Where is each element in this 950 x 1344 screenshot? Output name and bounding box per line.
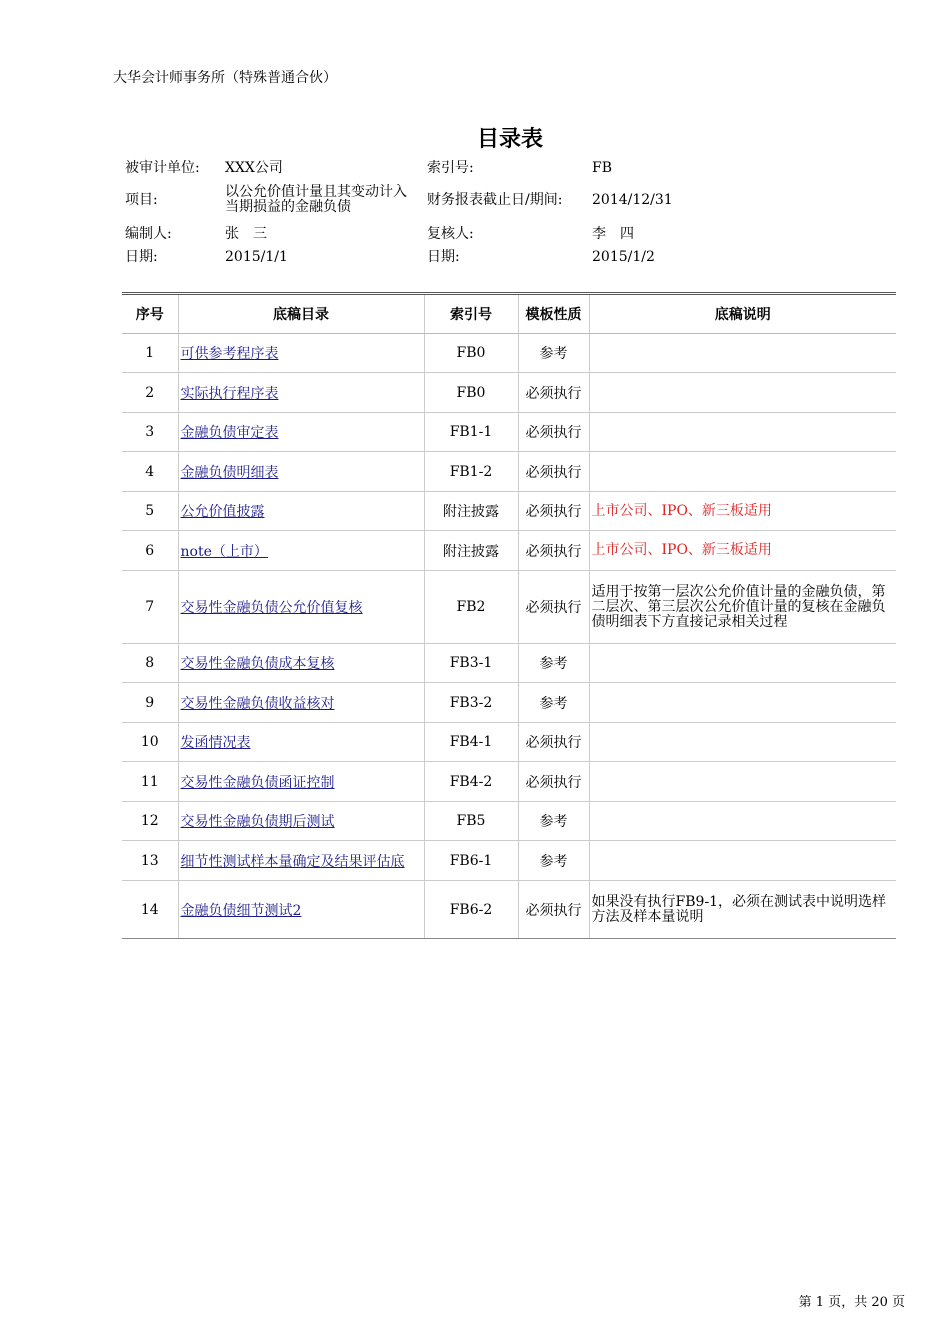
table-row bbox=[122, 334, 896, 373]
header-name: 底稿目录 bbox=[178, 294, 424, 334]
row-index: FB6-1 bbox=[424, 841, 518, 881]
row-name-cell bbox=[178, 723, 424, 762]
table-row bbox=[122, 452, 896, 492]
header-index: 索引号 bbox=[424, 294, 518, 334]
table-row bbox=[122, 881, 896, 939]
row-nature: 参考 bbox=[518, 802, 589, 841]
row-nature: 必须执行 bbox=[518, 452, 589, 492]
row-note bbox=[589, 723, 896, 762]
table-row bbox=[122, 492, 896, 531]
row-name-cell bbox=[178, 571, 424, 644]
firm-name: 大华会计师事务所（特殊普通合伙） bbox=[113, 70, 337, 86]
row-note bbox=[589, 841, 896, 881]
table-row bbox=[122, 644, 896, 683]
workpaper-link[interactable]: 金融负债明细表 bbox=[180, 464, 279, 481]
row-note bbox=[589, 452, 896, 492]
table-row bbox=[122, 802, 896, 841]
table-row bbox=[122, 531, 896, 571]
row-index: 附注披露 bbox=[424, 492, 518, 531]
workpaper-link[interactable]: 实际执行程序表 bbox=[180, 385, 279, 402]
row-number: 5 bbox=[122, 492, 178, 531]
index-label: 索引号: bbox=[427, 160, 474, 176]
row-index: FB1-1 bbox=[424, 413, 518, 452]
workpaper-link[interactable]: note（上市） bbox=[180, 543, 268, 560]
row-number: 14 bbox=[122, 881, 178, 939]
row-number: 2 bbox=[122, 373, 178, 413]
row-number: 1 bbox=[122, 334, 178, 373]
project-value: 以公允价值计量且其变动计入当期损益的金融负债 bbox=[225, 184, 407, 215]
preparer-value: 张 三 bbox=[225, 226, 267, 242]
row-nature: 必须执行 bbox=[518, 492, 589, 531]
table-row bbox=[122, 683, 896, 723]
row-note bbox=[589, 762, 896, 802]
row-number: 8 bbox=[122, 644, 178, 683]
workpaper-link[interactable]: 交易性金融负债期后测试 bbox=[180, 814, 335, 830]
row-name-cell bbox=[178, 452, 424, 492]
header-note: 底稿说明 bbox=[589, 294, 896, 334]
header-nature: 模板性质 bbox=[518, 294, 589, 334]
row-index: FB1-2 bbox=[424, 452, 518, 492]
table-body bbox=[122, 334, 896, 939]
workpaper-link[interactable]: 交易性金融负债函证控制 bbox=[180, 774, 335, 791]
row-nature: 参考 bbox=[518, 841, 589, 881]
row-number: 3 bbox=[122, 413, 178, 452]
row-nature: 必须执行 bbox=[518, 762, 589, 802]
row-nature: 参考 bbox=[518, 683, 589, 723]
row-index: FB0 bbox=[424, 373, 518, 413]
row-note: 上市公司、IPO、新三板适用 bbox=[589, 492, 896, 531]
row-note: 适用于按第一层次公允价值计量的金融负债，第二层次、第三层次公允价值计量的复核在金融负债明细表下方直接记录相关过程 bbox=[589, 571, 896, 644]
table-row bbox=[122, 413, 896, 452]
date1-label: 日期: bbox=[125, 249, 158, 265]
row-nature: 参考 bbox=[518, 334, 589, 373]
table-header-row bbox=[122, 294, 896, 334]
row-note bbox=[589, 644, 896, 683]
table-row bbox=[122, 373, 896, 413]
table-row bbox=[122, 723, 896, 762]
page-number: 第 1 页，共 20 页 bbox=[798, 1295, 905, 1310]
row-index: FB5 bbox=[424, 802, 518, 841]
row-number: 9 bbox=[122, 683, 178, 723]
index-value: FB bbox=[592, 160, 613, 176]
row-name-cell bbox=[178, 762, 424, 802]
row-name-cell bbox=[178, 881, 424, 939]
row-number: 11 bbox=[122, 762, 178, 802]
reviewer-label: 复核人: bbox=[427, 226, 474, 242]
table-row bbox=[122, 571, 896, 644]
table-row bbox=[122, 762, 896, 802]
page-title: 目录表 bbox=[476, 127, 543, 152]
row-index: FB3-2 bbox=[424, 683, 518, 723]
row-nature: 必须执行 bbox=[518, 413, 589, 452]
workpaper-link[interactable]: 金融负债审定表 bbox=[180, 425, 279, 441]
row-note bbox=[589, 683, 896, 723]
row-nature: 必须执行 bbox=[518, 723, 589, 762]
row-nature: 必须执行 bbox=[518, 531, 589, 571]
row-nature: 必须执行 bbox=[518, 571, 589, 644]
row-name-cell bbox=[178, 644, 424, 683]
row-name-cell bbox=[178, 413, 424, 452]
row-number: 10 bbox=[122, 723, 178, 762]
workpaper-link[interactable]: 交易性金融负债成本复核 bbox=[180, 656, 335, 672]
row-nature: 参考 bbox=[518, 644, 589, 683]
header-no: 序号 bbox=[122, 294, 178, 334]
project-label: 项目: bbox=[125, 192, 158, 208]
row-number: 7 bbox=[122, 571, 178, 644]
row-index: FB2 bbox=[424, 571, 518, 644]
row-number: 4 bbox=[122, 452, 178, 492]
row-name-cell bbox=[178, 492, 424, 531]
row-number: 13 bbox=[122, 841, 178, 881]
row-index: FB4-2 bbox=[424, 762, 518, 802]
row-name-cell bbox=[178, 802, 424, 841]
row-note bbox=[589, 334, 896, 373]
auditee-value: XXX公司 bbox=[225, 160, 283, 176]
row-number: 12 bbox=[122, 802, 178, 841]
auditee-label: 被审计单位: bbox=[125, 160, 200, 176]
row-index: 附注披露 bbox=[424, 531, 518, 571]
row-index: FB0 bbox=[424, 334, 518, 373]
workpaper-link[interactable]: 细节性测试样本量确定及结果评估底 bbox=[180, 853, 405, 870]
row-note: 上市公司、IPO、新三板适用 bbox=[589, 531, 896, 571]
row-note bbox=[589, 373, 896, 413]
row-note bbox=[589, 802, 896, 841]
workpaper-link[interactable]: 可供参考程序表 bbox=[180, 346, 279, 362]
row-nature: 必须执行 bbox=[518, 881, 589, 939]
row-name-cell bbox=[178, 531, 424, 571]
date2-value: 2015/1/2 bbox=[592, 249, 655, 265]
period-value: 2014/12/31 bbox=[592, 192, 673, 208]
date2-label: 日期: bbox=[427, 249, 460, 265]
reviewer-value: 李 四 bbox=[592, 226, 634, 242]
period-label: 财务报表截止日/期间: bbox=[427, 192, 563, 208]
workpaper-link[interactable]: 金融负债细节测试2 bbox=[180, 902, 302, 919]
row-name-cell bbox=[178, 334, 424, 373]
workpaper-link[interactable]: 发函情况表 bbox=[180, 735, 251, 751]
row-name-cell bbox=[178, 373, 424, 413]
row-note: 如果没有执行FB9-1，必须在测试表中说明选样方法及样本量说明 bbox=[589, 881, 896, 939]
row-name-cell bbox=[178, 841, 424, 881]
row-name-cell bbox=[178, 683, 424, 723]
table-row bbox=[122, 841, 896, 881]
row-nature: 必须执行 bbox=[518, 373, 589, 413]
row-note bbox=[589, 413, 896, 452]
preparer-label: 编制人: bbox=[125, 226, 172, 242]
workpaper-link[interactable]: 交易性金融负债公允价值复核 bbox=[180, 600, 363, 616]
row-number: 6 bbox=[122, 531, 178, 571]
date1-value: 2015/1/1 bbox=[225, 249, 288, 265]
workpaper-link[interactable]: 公允价值披露 bbox=[180, 504, 265, 520]
directory-table bbox=[122, 292, 896, 939]
workpaper-link[interactable]: 交易性金融负债收益核对 bbox=[180, 695, 335, 712]
row-index: FB3-1 bbox=[424, 644, 518, 683]
row-index: FB6-2 bbox=[424, 881, 518, 939]
row-index: FB4-1 bbox=[424, 723, 518, 762]
